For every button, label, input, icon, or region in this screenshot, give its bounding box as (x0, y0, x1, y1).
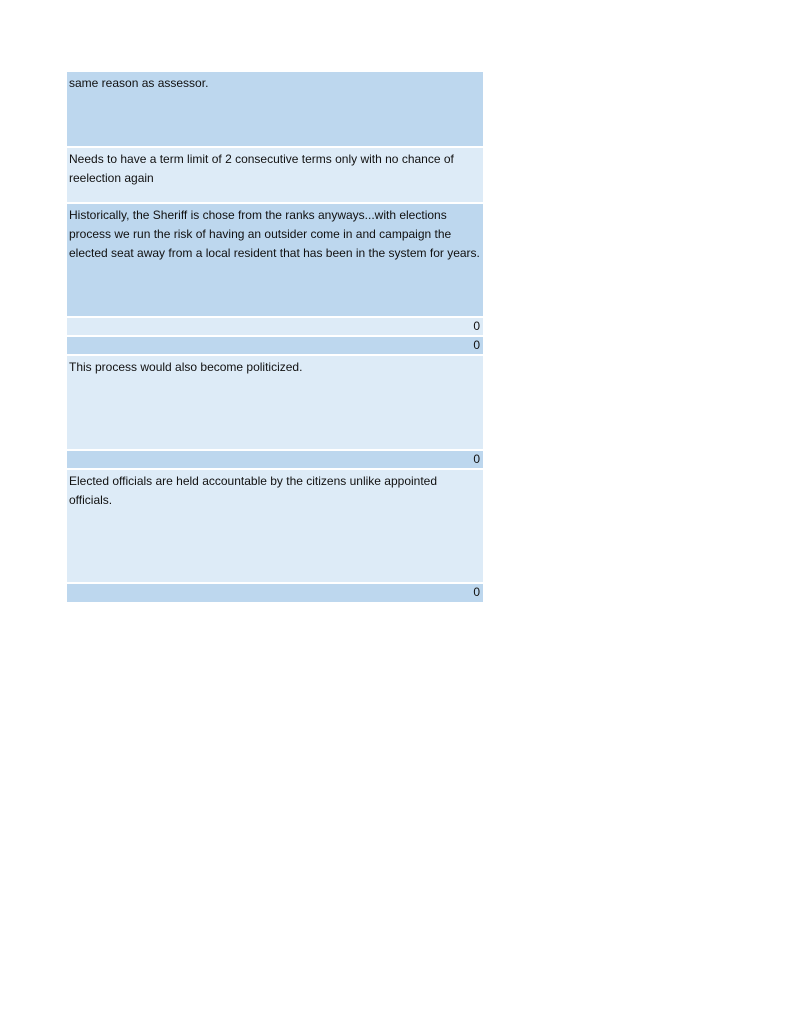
comment-cell: This process would also become politicized. (67, 356, 483, 451)
zero-value-cell: 0 (67, 451, 483, 470)
spreadsheet-comments-column (67, 72, 483, 602)
zero-value-cell: 0 (67, 318, 483, 337)
zero-value-cell: 0 (67, 337, 483, 356)
comment-cell: Historically, the Sheriff is chose from the ranks anyways...with elections process we run the risk of having an outsider come in and campaign the elected seat away from a local resident that has been in the system for years. (67, 204, 483, 318)
comment-cell: Elected officials are held accountable by the citizens unlike appointed officials. (67, 470, 483, 584)
zero-value-cell: 0 (67, 584, 483, 602)
comment-cell: Needs to have a term limit of 2 consecutive terms only with no chance of reelection again (67, 148, 483, 204)
comment-cell: same reason as assessor. (67, 72, 483, 148)
